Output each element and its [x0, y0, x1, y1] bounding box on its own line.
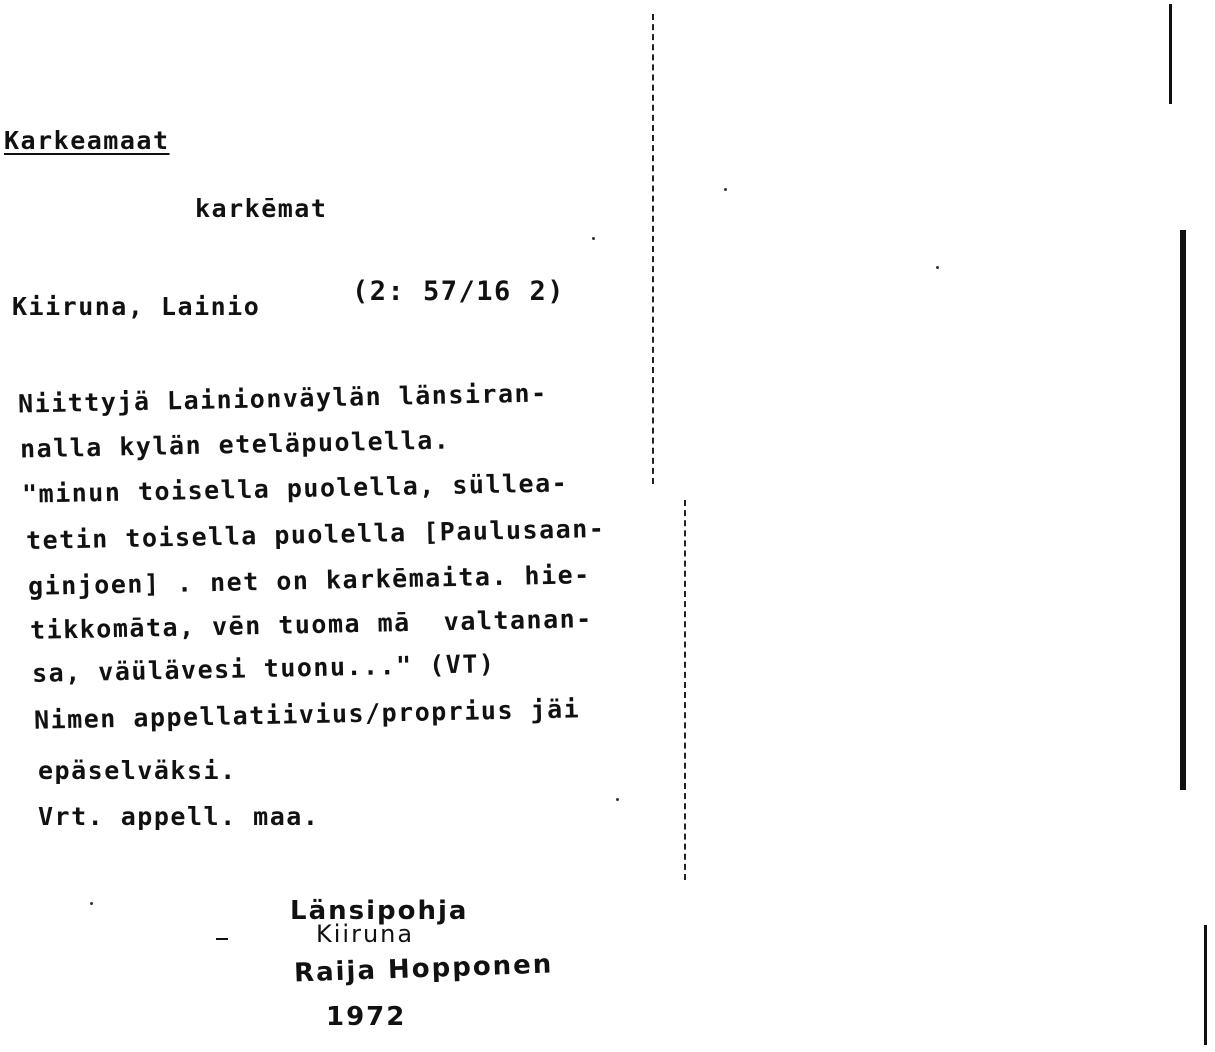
stamp-collector: Raija Hopponen — [293, 949, 554, 989]
body-line-5: ginjoen] . net on karkēmaita. hie- — [27, 560, 591, 601]
body-line-7: sa, väülävesi tuonu..." (VT) — [31, 649, 496, 688]
scan-dot — [936, 266, 939, 269]
scan-mark — [216, 938, 228, 940]
stamp-year: 1972 — [326, 1002, 407, 1032]
stamp-region: Länsipohja — [290, 896, 469, 926]
headword: Karkeamaat — [4, 126, 170, 155]
pronunciation: karkēmat — [195, 194, 328, 223]
body-line-10: Vrt. appell. maa. — [38, 802, 320, 831]
location: Kiiruna, Lainio — [12, 292, 261, 321]
scan-fold-line — [652, 14, 654, 484]
body-line-4: tetin toisella puolella [Paulusaan- — [25, 513, 606, 556]
body-line-8: Nimen appellatiivius/proprius jäi — [33, 694, 581, 735]
scan-fold-line-lower — [684, 500, 686, 880]
scan-dot — [724, 188, 727, 191]
scan-edge-line-top — [1169, 4, 1172, 104]
body-line-3: "minun toisella puolella, süllea- — [21, 468, 569, 509]
body-line-9: epäselväksi. — [38, 756, 237, 785]
body-line-1: Niittyjä Lainionväylän länsiran- — [17, 378, 548, 419]
scan-dot — [592, 237, 595, 240]
scan-edge-line — [1180, 230, 1186, 790]
scan-dot — [616, 798, 619, 801]
scan-dot — [90, 902, 93, 905]
scan-edge-line-bottom — [1204, 925, 1207, 1045]
body-line-6: tikkomāta, vēn tuoma mā valtanan- — [29, 604, 593, 645]
reference: (2: 57/16 2) — [352, 276, 566, 307]
body-line-2: nalla kylän eteläpuolella. — [19, 425, 451, 464]
stamp-place: Kiiruna — [316, 920, 415, 948]
